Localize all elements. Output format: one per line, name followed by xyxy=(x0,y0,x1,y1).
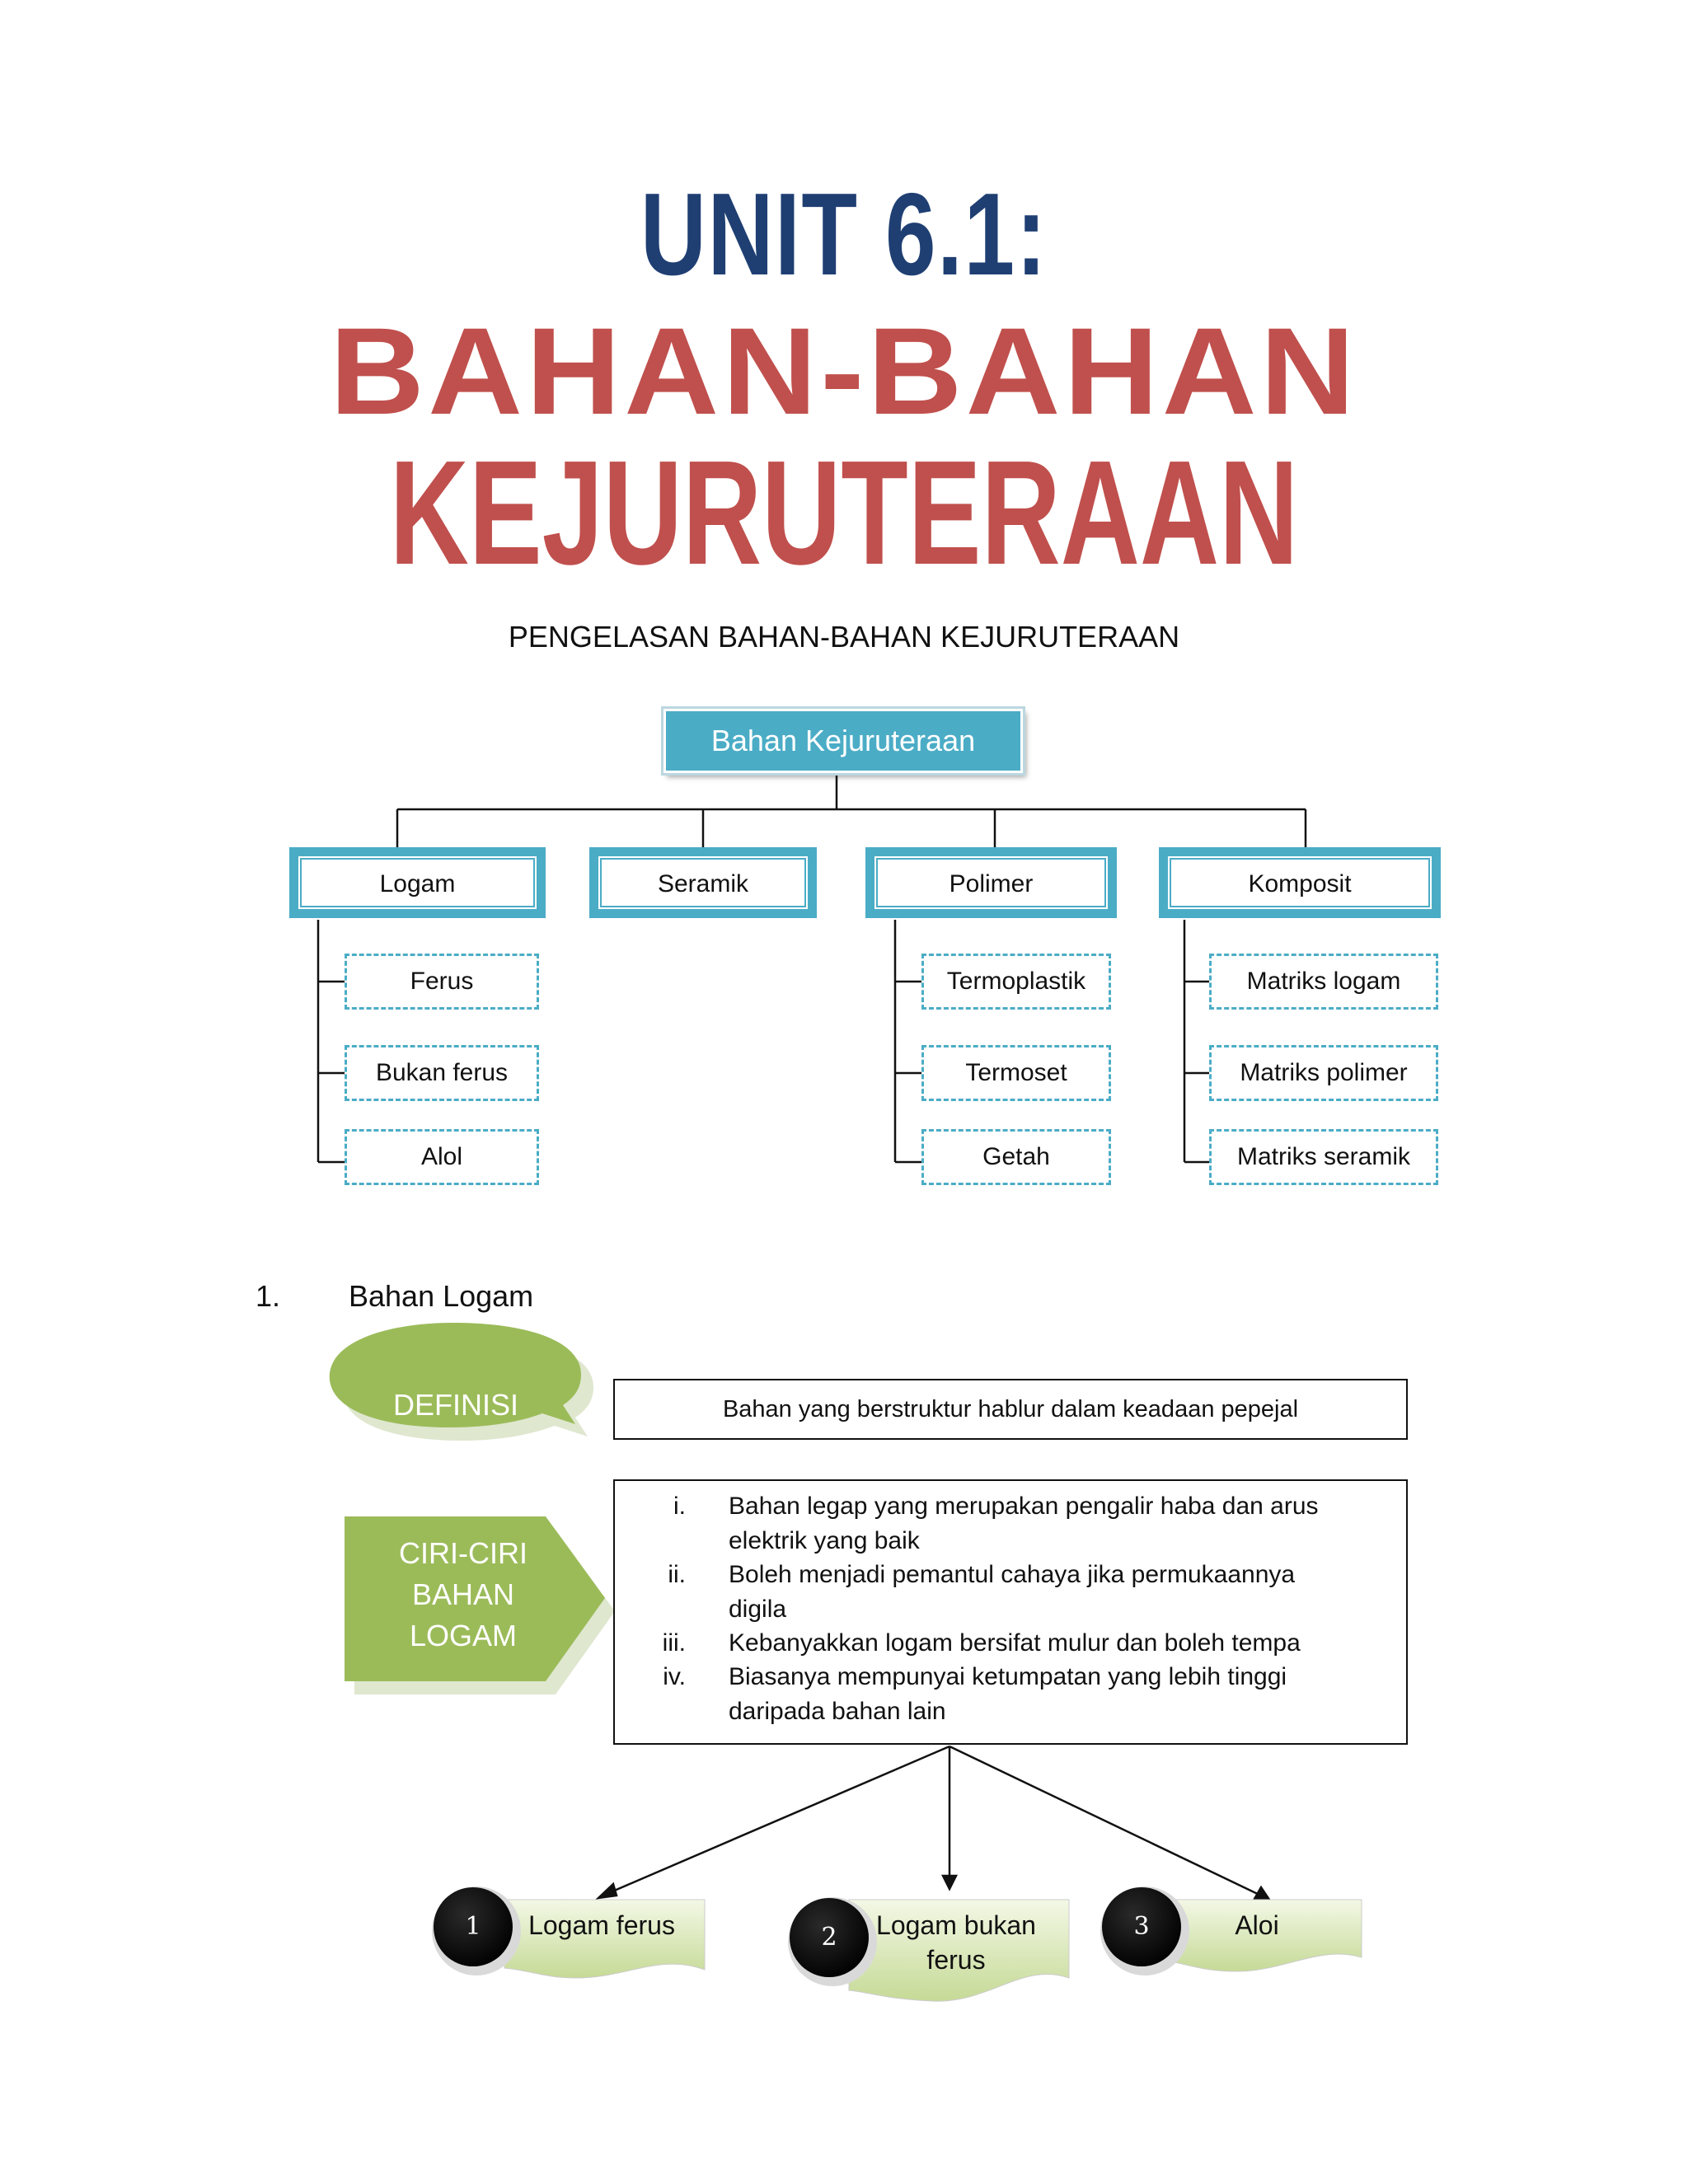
category-label: Seramik xyxy=(597,855,809,911)
subitem-alol: Alol xyxy=(345,1129,539,1185)
subitem-ferus: Ferus xyxy=(345,954,539,1010)
category-seramik xyxy=(589,847,817,918)
category-label: Polimer xyxy=(873,855,1109,911)
type-label-line: Logam bukan xyxy=(876,1910,1036,1940)
subitem-matriks-seramik: Matriks seramik xyxy=(1209,1129,1438,1185)
list-item-text xyxy=(729,1660,1388,1729)
subitem-termoplastik: Termoplastik xyxy=(921,954,1111,1010)
list-item-number: iii. xyxy=(662,1629,686,1657)
list-item-line: daripada bahan lain xyxy=(729,1698,946,1725)
type-label-line: ferus xyxy=(926,1945,986,1975)
characteristics-label-line: CIRI-CIRI xyxy=(399,1536,528,1570)
list-item-text xyxy=(729,1558,1388,1627)
section-title: Bahan Logam xyxy=(349,1279,534,1313)
list-item-line: Kebanyakkan logam bersifat mulur dan boleh tempa xyxy=(729,1629,1301,1657)
type-3-number: 3 xyxy=(1133,1912,1150,1941)
type-label-line: Logam ferus xyxy=(528,1910,675,1940)
subitem-matriks-polimer: Matriks polimer xyxy=(1209,1045,1438,1101)
subitem-bukan-ferus: Bukan ferus xyxy=(345,1045,539,1101)
definition-box: Bahan yang berstruktur hablur dalam keadaan pepejal xyxy=(613,1379,1408,1440)
list-item-number: iv. xyxy=(663,1663,686,1690)
characteristics-box xyxy=(613,1479,1408,1745)
type-1-label xyxy=(511,1908,692,1943)
category-logam xyxy=(289,847,546,918)
characteristics-label-line: LOGAM xyxy=(409,1619,518,1652)
title-line-2: KEJURUTERAAN xyxy=(389,430,1299,596)
definition-label: DEFINISI xyxy=(392,1388,518,1422)
title-line-1: BAHAN-BAHAN xyxy=(330,302,1358,440)
subitem-matriks-logam: Matriks logam xyxy=(1209,954,1438,1010)
category-label: Logam xyxy=(297,855,538,911)
list-item-number: ii. xyxy=(668,1561,686,1588)
type-2-number: 2 xyxy=(821,1923,837,1952)
list-item-line: Boleh menjadi pemantul cahaya jika permukaannya xyxy=(729,1561,1296,1588)
section-subtitle: PENGELASAN BAHAN-BAHAN KEJURUTERAAN xyxy=(508,620,1180,654)
list-item-line: Bahan legap yang merupakan pengalir haba dan arus xyxy=(729,1493,1319,1520)
list-item-number: i. xyxy=(673,1493,686,1520)
type-label-line: Aloi xyxy=(1235,1910,1279,1940)
subitem-termoset: Termoset xyxy=(921,1045,1111,1101)
type-3-label xyxy=(1179,1908,1335,1943)
root-node: Bahan Kejuruteraan xyxy=(663,709,1023,773)
list-item-text xyxy=(729,1489,1388,1558)
list-item-line: Biasanya mempunyai ketumpatan yang lebih tinggi xyxy=(729,1663,1287,1690)
type-1-number: 1 xyxy=(465,1912,481,1941)
unit-heading: UNIT 6.1: xyxy=(640,169,1048,300)
definition-badge xyxy=(330,1323,593,1441)
characteristics-label xyxy=(356,1533,570,1657)
list-item-line: digila xyxy=(729,1596,787,1623)
category-komposit xyxy=(1159,847,1441,918)
subitem-getah: Getah xyxy=(921,1129,1111,1185)
list-item-line: elektrik yang baik xyxy=(729,1527,920,1554)
category-polimer xyxy=(865,847,1117,918)
characteristics-label-line: BAHAN xyxy=(411,1577,515,1611)
type-2-label xyxy=(857,1908,1055,1977)
section-number: 1. xyxy=(256,1279,281,1313)
category-label: Komposit xyxy=(1166,855,1433,911)
